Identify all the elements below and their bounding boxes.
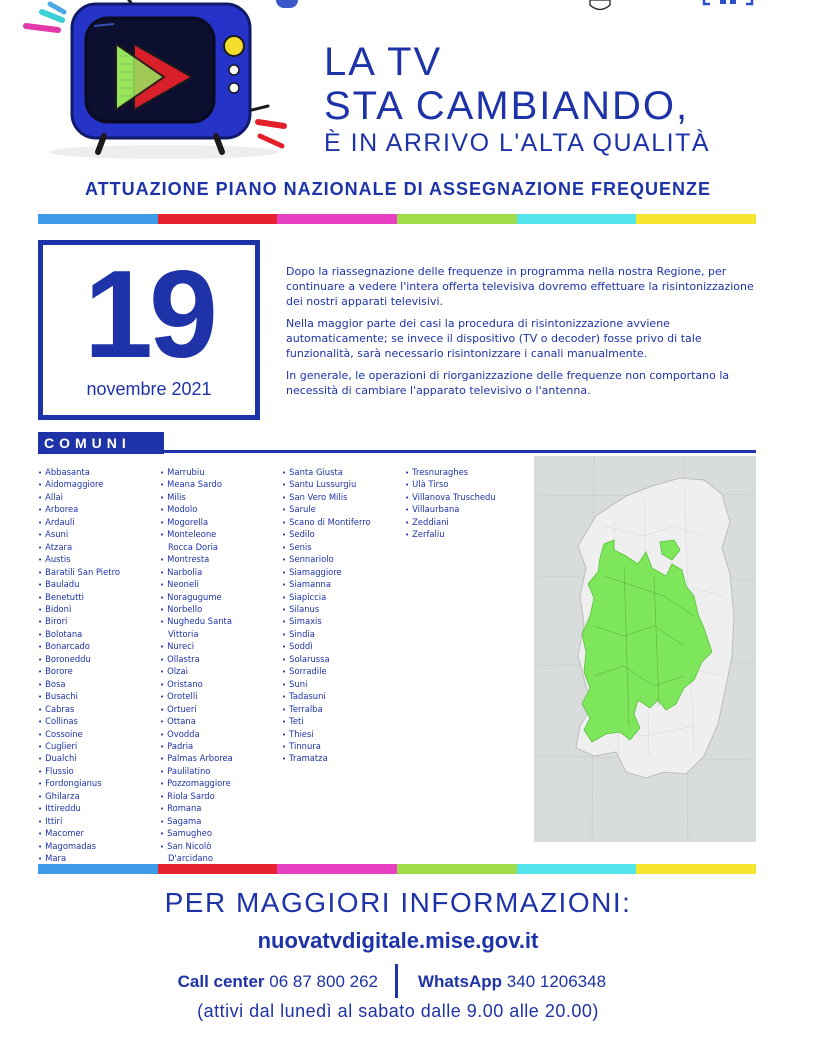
color-segment — [277, 864, 397, 874]
comune-item: • Allai — [38, 492, 120, 504]
comune-item: • Ollastra — [160, 654, 233, 666]
comune-item: Vittoria — [168, 628, 199, 639]
comune-item: • Nughedu Santa — [160, 616, 233, 628]
comune-item: • Ghilarza — [38, 791, 120, 803]
color-segment — [158, 214, 278, 224]
comune-item: • Nureci — [160, 641, 233, 653]
color-segment — [38, 864, 158, 874]
comune-item: • Bosa — [38, 679, 120, 691]
comuni-column-2 — [160, 467, 233, 866]
comuni-label: COMUNI — [38, 432, 164, 454]
contact-divider — [395, 964, 398, 998]
color-segment — [517, 214, 637, 224]
map-svg — [534, 456, 756, 842]
comuni-column-1 — [38, 467, 120, 866]
comune-item: • Santa Giusta — [282, 467, 371, 479]
comune-item: • Neoneli — [160, 579, 233, 591]
color-segment — [397, 214, 517, 224]
comune-item: • Terralba — [282, 704, 371, 716]
comune-item: • Ortueri — [160, 704, 233, 716]
comune-item: • Busachi — [38, 691, 120, 703]
comune-item: • Asuni — [38, 529, 120, 541]
comune-item: • Ardauli — [38, 517, 120, 529]
comune-item: • Paulilatino — [160, 766, 233, 778]
service-hours: (attivi dal lunedì al sabato dalle 9.00 alle 20.00) — [197, 1001, 599, 1021]
color-segment — [158, 864, 278, 874]
comune-item: • Villanova Truschedu — [405, 492, 496, 504]
headline-line-3: È IN ARRIVO L'ALTA QUALITÀ — [324, 129, 711, 157]
comuni-column-3 — [282, 467, 371, 766]
comuni-header — [38, 432, 756, 454]
comune-item: • Zeddiani — [405, 517, 496, 529]
comune-item: • Cabras — [38, 704, 120, 716]
comune-item: • Thiesi — [282, 729, 371, 741]
comune-item: • Zerfaliu — [405, 529, 496, 541]
comune-item: • Soddì — [282, 641, 371, 653]
comune-item: • Sindia — [282, 629, 371, 641]
color-segment — [38, 214, 158, 224]
comune-item: • Simaxis — [282, 616, 371, 628]
whatsapp-label: WhatsApp — [418, 972, 503, 991]
comune-item: • Teti — [282, 716, 371, 728]
comune-item: • Bonarcado — [38, 641, 120, 653]
comune-item: • Sennariolo — [282, 554, 371, 566]
color-segment — [517, 864, 637, 874]
comune-item: • Atzara — [38, 542, 120, 554]
comune-item: • Borore — [38, 666, 120, 678]
comune-item: • Macomer — [38, 828, 120, 840]
comune-item: • Tramatza — [282, 753, 371, 765]
comune-item: • Mogorella — [160, 517, 233, 529]
comune-item: Rocca Doria — [168, 541, 219, 552]
whatsapp-info — [418, 972, 606, 992]
color-bar-bottom — [38, 864, 756, 874]
intro-paragraph-2: Nella maggior parte dei casi la procedura di risintonizzazione avviene automaticamente; se invece il dispositivo (TV o decoder) fosse privo di tale funzionalità, sarà necessario risintonizzare i canali manualmente. — [286, 317, 702, 360]
whatsapp-number[interactable]: 340 1206348 — [506, 972, 607, 991]
color-segment — [636, 864, 756, 874]
headline-line-2: STA CAMBIANDO, — [324, 84, 690, 128]
date-day: 19 — [84, 246, 214, 384]
comune-item: • Narbolia — [160, 567, 233, 579]
intro-paragraph-1: Dopo la riassegnazione delle frequenze in programma nella nostra Regione, per continuare a vedere l'intera offerta televisiva dovremo effettuare la risintonizzazione dei nostri apparati televisivi. — [286, 265, 754, 308]
comune-item: • Montresta — [160, 554, 233, 566]
comune-item: • Fordongianus — [38, 778, 120, 790]
comune-item: • Mara — [38, 853, 120, 865]
comune-item: • Pozzomaggiore — [160, 778, 233, 790]
comune-item: • Olzai — [160, 666, 233, 678]
region-crest-logo — [588, 0, 612, 12]
comune-item: • Bidonì — [38, 604, 120, 616]
comune-item: • Flussio — [38, 766, 120, 778]
comune-item: • Senis — [282, 542, 371, 554]
comune-item: • Noragugume — [160, 592, 233, 604]
comune-item: • Siamaggiore — [282, 567, 371, 579]
comune-item: • San Nicolò — [160, 841, 233, 853]
date-month-year: novembre 2021 — [86, 379, 212, 399]
comune-item: • Scano di Montiferro — [282, 517, 371, 529]
sardinia-map — [534, 456, 756, 842]
color-segment — [277, 214, 397, 224]
intro-text — [286, 264, 756, 405]
comune-item: • Baratili San Pietro — [38, 567, 120, 579]
comune-item: • Siamanna — [282, 579, 371, 591]
comune-item: • Samugheo — [160, 828, 233, 840]
callcenter-number[interactable]: 06 87 800 262 — [269, 972, 378, 991]
comune-item: • Suni — [282, 679, 371, 691]
comune-item: • Padria — [160, 741, 233, 753]
comune-item: • Modolo — [160, 504, 233, 516]
comune-item: • Villaurbana — [405, 504, 496, 516]
comune-item: • Palmas Arborea — [160, 753, 233, 765]
color-segment — [397, 864, 517, 874]
comune-item: • Sedilo — [282, 529, 371, 541]
comuni-column-4 — [405, 467, 496, 542]
comune-item: • Sorradile — [282, 666, 371, 678]
comune-item: • Ulà Tirso — [405, 479, 496, 491]
comune-item: • Silanus — [282, 604, 371, 616]
tv-illustration — [14, 0, 306, 166]
comune-item: • Ittiri — [38, 816, 120, 828]
comune-item: • Bolotana — [38, 629, 120, 641]
comune-item: • Marrubiu — [160, 467, 233, 479]
comune-item: • Austis — [38, 554, 120, 566]
comune-item: • Siapiccia — [282, 592, 371, 604]
comune-item: • Abbasanta — [38, 467, 120, 479]
intro-paragraph-3: In generale, le operazioni di riorganizzazione delle frequenze non comportano la necessità di cambiare l'apparato televisivo o l'antenna. — [286, 369, 730, 397]
comune-item: • Ittireddu — [38, 803, 120, 815]
comune-item: • Oristano — [160, 679, 233, 691]
comune-item: • Monteleone — [160, 529, 233, 541]
comune-item: • Tadasuni — [282, 691, 371, 703]
comune-item: • Ovodda — [160, 729, 233, 741]
website-link[interactable]: nuovatvdigitale.mise.gov.it — [257, 928, 539, 953]
partner-logo — [702, 0, 754, 6]
comune-item: • Meana Sardo — [160, 479, 233, 491]
callcenter-info — [178, 972, 378, 992]
callcenter-label: Call center — [177, 972, 265, 991]
comune-item: • Boroneddu — [38, 654, 120, 666]
comune-item: • Magomadas — [38, 841, 120, 853]
comune-item: • San Vero Milis — [282, 492, 371, 504]
comuni-divider — [158, 450, 756, 453]
date-box — [38, 240, 260, 420]
comune-item: • Romana — [160, 803, 233, 815]
comune-item: • Birori — [38, 616, 120, 628]
comune-item: • Milis — [160, 492, 233, 504]
comune-item: • Tresnuraghes — [405, 467, 496, 479]
comune-item: D'arcidano — [168, 853, 213, 864]
comune-item: • Cossoine — [38, 729, 120, 741]
comune-item: • Arborea — [38, 504, 120, 516]
comune-item: • Riola Sardo — [160, 791, 233, 803]
comune-item: • Benetutti — [38, 592, 120, 604]
color-bar-top — [38, 214, 756, 224]
comune-item: • Sarule — [282, 504, 371, 516]
subtitle: ATTUAZIONE PIANO NAZIONALE DI ASSEGNAZIONE FREQUENZE — [84, 179, 711, 199]
comune-item: • Santu Lussurgiu — [282, 479, 371, 491]
more-info-heading: PER MAGGIORI INFORMAZIONI: — [164, 887, 632, 918]
comune-item: • Bauladu — [38, 579, 120, 591]
color-segment — [636, 214, 756, 224]
comune-item: • Dualchi — [38, 753, 120, 765]
comune-item: • Aidomaggiore — [38, 479, 120, 491]
comune-item: • Orotelli — [160, 691, 233, 703]
comune-item: • Sagama — [160, 816, 233, 828]
headline-line-1: LA TV — [324, 40, 443, 84]
comune-item: • Tinnura — [282, 741, 371, 753]
comune-item: • Collinas — [38, 716, 120, 728]
comune-item: • Cuglieri — [38, 741, 120, 753]
comune-item: • Solarussa — [282, 654, 371, 666]
comune-item: • Ottana — [160, 716, 233, 728]
comune-item: • Norbello — [160, 604, 233, 616]
